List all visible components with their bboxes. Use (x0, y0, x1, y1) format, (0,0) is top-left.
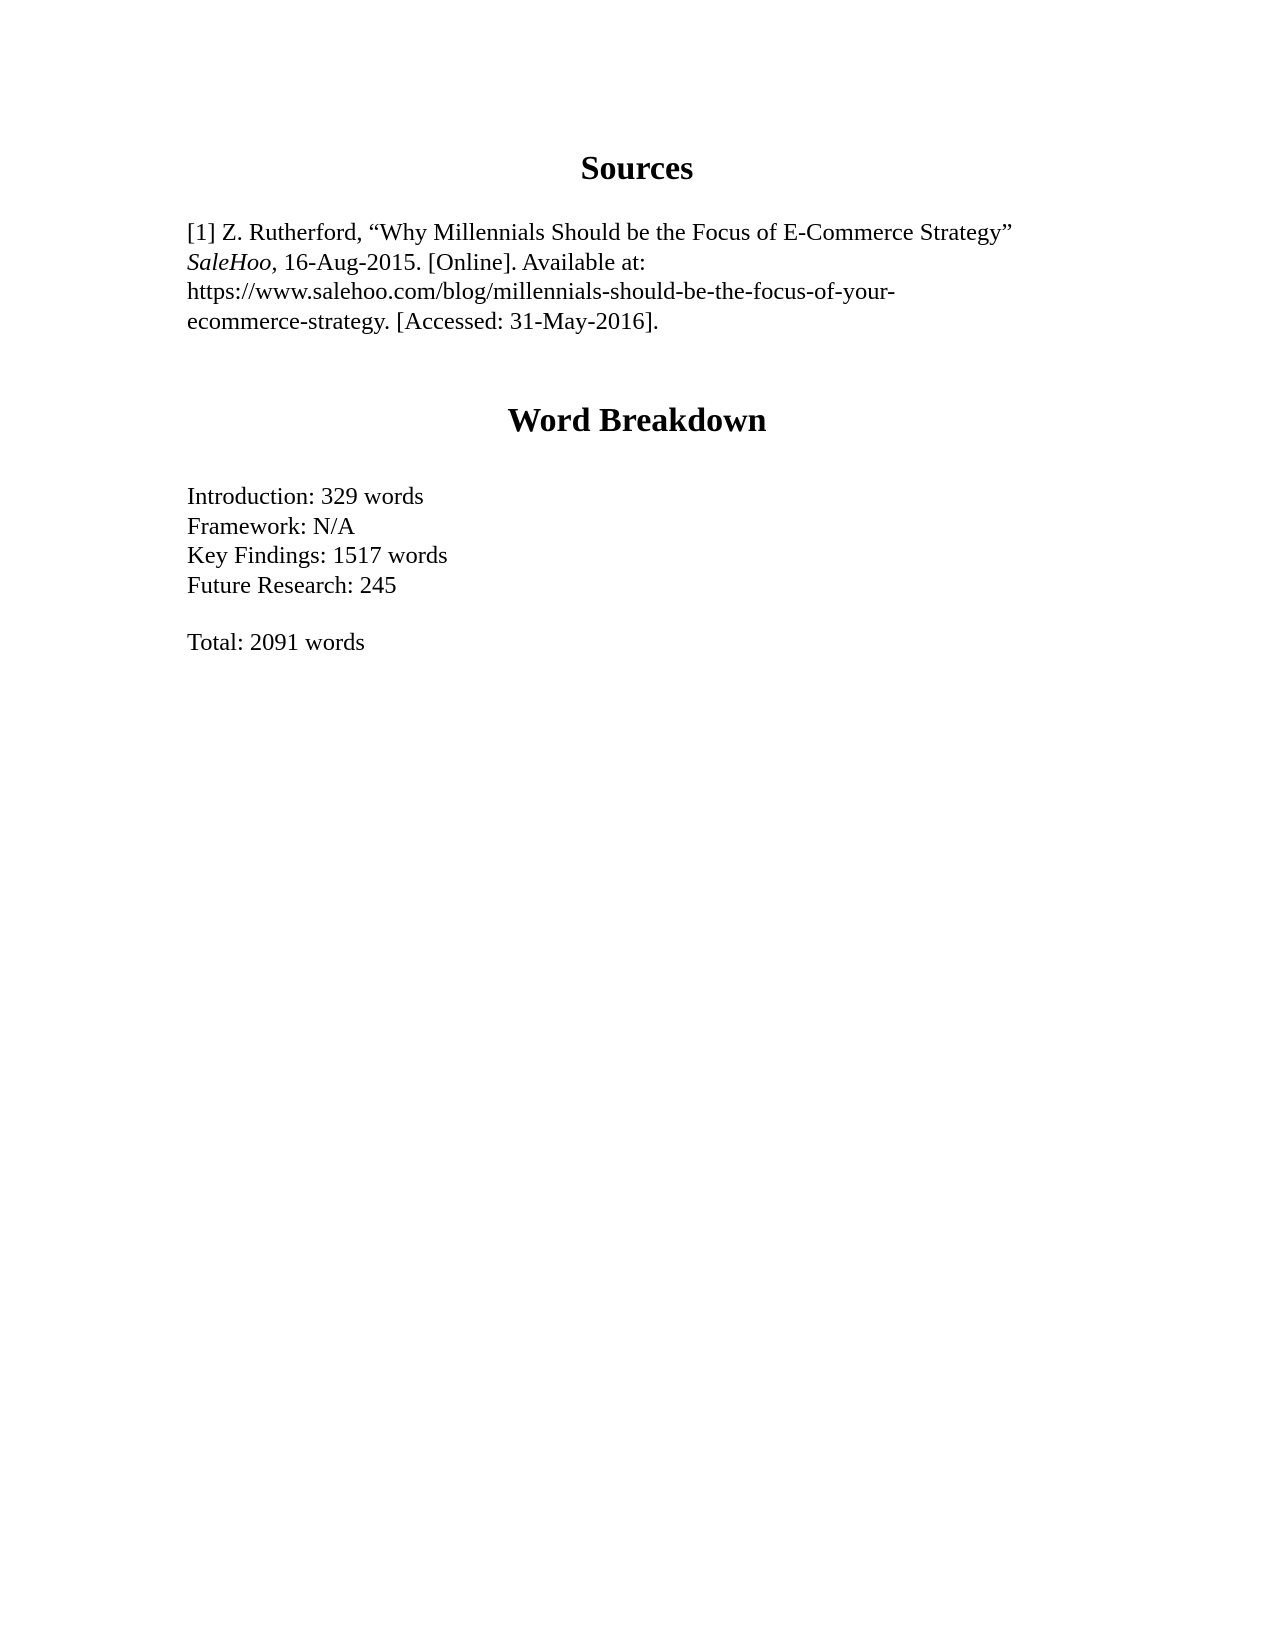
sources-heading: Sources (580, 150, 694, 187)
breakdown-item-key-findings: Key Findings: 1517 words (187, 542, 448, 569)
citation-line-2 (187, 248, 1087, 278)
word-breakdown-heading: Word Breakdown (507, 402, 767, 439)
citation-line-4: ecommerce-strategy. [Accessed: 31-May-2016]. (187, 307, 659, 335)
citation-line-1: [1] Z. Rutherford, “Why Millennials Should be the Focus of E-Commerce Strategy” (187, 219, 1013, 246)
citation-url: https://www.salehoo.com/blog/millennials-should-be-the-focus-of-your- (187, 278, 896, 305)
breakdown-item-future-research: Future Research: 245 (187, 571, 397, 599)
citation-publisher: SaleHoo, (187, 248, 278, 276)
word-total: Total: 2091 words (187, 629, 365, 656)
word-breakdown-list (187, 482, 1087, 600)
citation-date-online: 16-Aug-2015. [Online]. Available at: (277, 248, 646, 276)
breakdown-item-framework: Framework: N/A (187, 512, 356, 540)
citation-1 (187, 218, 1087, 336)
breakdown-item-introduction: Introduction: 329 words (187, 483, 424, 510)
